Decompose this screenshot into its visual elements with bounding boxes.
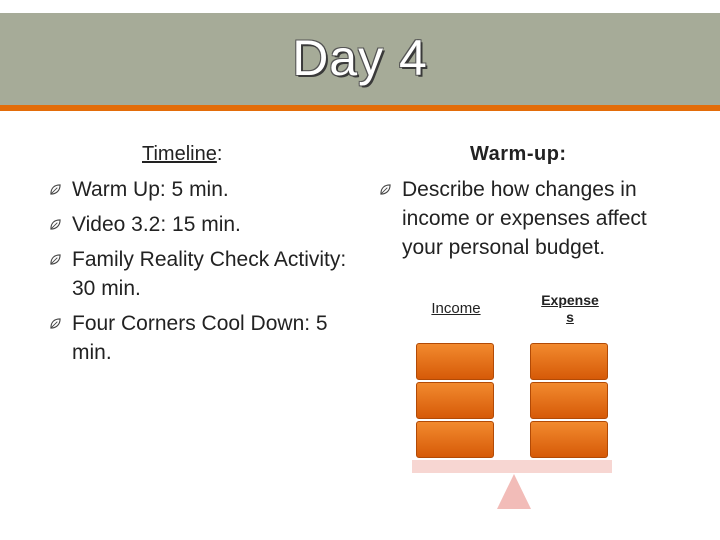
expense-label-line2: s: [566, 309, 574, 325]
leaf-bullet-icon: [380, 184, 391, 195]
timeline-item-text: Four Corners Cool Down: 5 min.: [72, 312, 328, 364]
income-block: [416, 382, 494, 419]
timeline-list: [50, 175, 350, 373]
slide-title: Day 4: [292, 30, 428, 86]
scale-beam: [412, 460, 612, 473]
timeline-item-text: Family Reality Check Activity: 30 min.: [72, 248, 347, 300]
warmup-list: [380, 175, 680, 262]
timeline-heading: [142, 143, 222, 166]
warmup-item-text: Describe how changes in income or expenses affect your personal budget.: [402, 178, 647, 259]
leaf-bullet-icon: [50, 184, 61, 195]
list-item: [50, 210, 350, 239]
top-strip: [0, 0, 720, 13]
income-block: [416, 421, 494, 458]
title-bar: [0, 13, 720, 105]
list-item: [50, 245, 350, 303]
leaf-bullet-icon: [50, 219, 61, 230]
income-label-text: Income: [431, 300, 481, 317]
scale-fulcrum: [497, 474, 531, 509]
expense-block: [530, 343, 608, 380]
income-label: [415, 300, 497, 317]
expense-block: [530, 382, 608, 419]
accent-line: [0, 105, 720, 111]
list-item: [50, 175, 350, 204]
expense-label: [529, 292, 611, 326]
leaf-bullet-icon: [50, 254, 61, 265]
list-item: [50, 309, 350, 367]
timeline-item-text: Warm Up: 5 min.: [72, 178, 229, 201]
expense-block: [530, 421, 608, 458]
timeline-heading-label: Timeline: [142, 143, 217, 165]
list-item: [380, 175, 680, 262]
expense-label-line1: Expense: [541, 292, 599, 308]
timeline-heading-colon: :: [216, 143, 223, 165]
leaf-bullet-icon: [50, 318, 61, 329]
income-block: [416, 343, 494, 380]
warmup-heading: Warm-up:: [470, 143, 567, 165]
timeline-item-text: Video 3.2: 15 min.: [72, 213, 241, 236]
